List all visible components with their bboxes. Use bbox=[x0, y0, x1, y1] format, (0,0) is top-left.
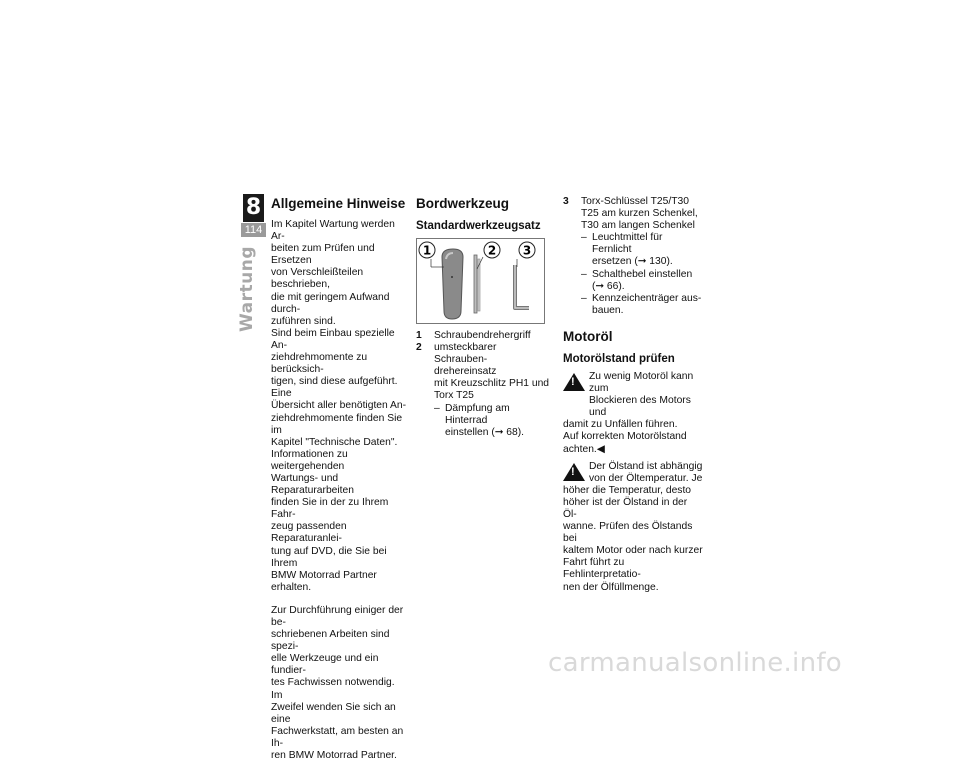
text-line: tung auf DVD, die Sie bei Ihrem bbox=[271, 545, 387, 569]
callout-2 bbox=[484, 242, 500, 258]
text-line: Der Ölstand ist abhängig bbox=[589, 460, 703, 472]
legend-number-2: 2 bbox=[416, 342, 422, 354]
text-line: – Leuchtmittel für Fernlicht bbox=[592, 232, 663, 256]
subheading-standard-toolkit: Standardwerkzeugsatz bbox=[416, 220, 541, 232]
text-line: damit zu Unfällen führen. bbox=[563, 419, 678, 431]
text-line: Fahrt führt zu Fehlinterpretatio- bbox=[563, 557, 641, 581]
text-line: umsteckbarer Schrauben- bbox=[434, 342, 497, 366]
callout-1 bbox=[419, 242, 435, 258]
column-toolkit bbox=[416, 196, 552, 439]
text-line: – Kennzeichenträger aus- bbox=[592, 292, 702, 304]
text-line: Torx T25 bbox=[434, 390, 474, 402]
text-line: T25 am kurzen Schenkel, bbox=[581, 208, 698, 220]
text-line: Zweifel wenden Sie sich an eine bbox=[271, 701, 396, 725]
toolkit-illustration bbox=[417, 239, 544, 323]
subheading-check-oil-level: Motorölstand prüfen bbox=[563, 352, 675, 365]
text-line: (➞ 66). bbox=[592, 280, 625, 292]
chapter-title-vertical: Wartung bbox=[237, 245, 257, 332]
text-line: achten.◀ bbox=[563, 443, 605, 455]
heading-toolkit: Bordwerkzeug bbox=[416, 196, 510, 211]
text-line: ziehdrehmomente zu berücksich- bbox=[271, 352, 368, 376]
text-line: finden Sie in der zu Ihrem Fahr- bbox=[271, 497, 389, 521]
text-line: tes Fachwissen notwendig. Im bbox=[271, 677, 395, 701]
text-line: – Schalthebel einstellen bbox=[592, 268, 693, 280]
text-line: elle Werkzeuge und ein fundier- bbox=[271, 653, 379, 677]
text-line: wanne. Prüfen des Ölstands bei bbox=[563, 521, 693, 545]
watermark: carmanualsonline.info bbox=[548, 648, 843, 678]
paragraph-general-1 bbox=[271, 219, 407, 594]
text-line: von Verschleißteilen beschrieben, bbox=[271, 267, 364, 291]
text-line: beiten zum Prüfen und Ersetzen bbox=[271, 243, 375, 267]
toolkit-photo bbox=[416, 238, 545, 324]
svg-text:2: 2 bbox=[487, 243, 497, 258]
text-line: Wartungs- und Reparaturarbeiten bbox=[271, 472, 354, 497]
text-line: schriebenen Arbeiten sind spezi- bbox=[271, 629, 390, 653]
warning-oil-low bbox=[563, 371, 703, 456]
text-line: zeug passenden Reparaturanlei- bbox=[271, 521, 347, 545]
text-line: nen der Ölfüllmenge. bbox=[563, 581, 659, 593]
text-line: zuführen sind. bbox=[271, 315, 336, 327]
legend-3-usage-highbeam bbox=[581, 232, 703, 268]
text-line: die mit geringem Aufwand durch- bbox=[271, 291, 390, 315]
text-line: Im Kapitel Wartung werden Ar- bbox=[271, 219, 395, 243]
text-line: Blockieren des Motors und bbox=[589, 395, 691, 419]
text-line: Sind beim Einbau spezielle An- bbox=[271, 327, 395, 351]
svg-text:1: 1 bbox=[422, 243, 432, 258]
column-torx-and-oil bbox=[563, 196, 703, 594]
text-line: kaltem Motor oder nach kurzer bbox=[563, 545, 703, 557]
page-number: 114 bbox=[241, 223, 266, 237]
legend-text-1: Schraubendrehergriff bbox=[434, 330, 531, 341]
legend-text-3 bbox=[581, 196, 703, 232]
chapter-number-tab: 8 bbox=[243, 194, 264, 222]
text-line: höher ist der Ölstand in der Öl- bbox=[563, 496, 688, 520]
paragraph-general-2 bbox=[271, 605, 407, 762]
text-line: ersetzen (➞ 130). bbox=[592, 256, 673, 268]
text-line: Fachwerkstatt, am besten an Ih- bbox=[271, 725, 404, 749]
text-line: – Dämpfung am Hinterrad bbox=[445, 402, 510, 426]
text-line: Kapitel "Technische Daten". bbox=[271, 436, 398, 448]
text-line: einstellen (➞ 68). bbox=[445, 426, 525, 438]
heading-engine-oil: Motoröl bbox=[563, 328, 613, 344]
text-line: tigen, sind diese aufgeführt. Eine bbox=[271, 376, 398, 400]
legend-item-3 bbox=[563, 196, 703, 317]
column-general-notes bbox=[271, 196, 407, 762]
text-line: von der Öltemperatur. Je bbox=[589, 472, 703, 484]
text-line: T30 am langen Schenkel bbox=[581, 220, 695, 232]
heading-general-notes: Allgemeine Hinweise bbox=[271, 196, 406, 211]
warning-oil-temperature bbox=[563, 461, 703, 594]
text-line: Auf korrekten Motorölstand bbox=[563, 431, 687, 443]
text-line: bauen. bbox=[592, 304, 624, 316]
warning-icon: ! bbox=[563, 373, 585, 391]
legend-item-1 bbox=[416, 330, 552, 342]
legend-2-usage-rear-damping bbox=[434, 403, 552, 439]
svg-text:3: 3 bbox=[522, 243, 532, 258]
warning-icon: ! bbox=[563, 463, 585, 481]
legend-item-2 bbox=[416, 342, 552, 439]
legend-text-2 bbox=[434, 342, 552, 402]
text-line: Torx-Schlüssel T25/T30 bbox=[581, 196, 689, 207]
legend-number-1: 1 bbox=[416, 330, 422, 341]
callout-3 bbox=[519, 242, 535, 258]
text-line: ziehdrehmomente finden Sie im bbox=[271, 412, 403, 436]
legend-3-usage-license-holder bbox=[581, 293, 703, 317]
text-line: mit Kreuzschlitz PH1 und bbox=[434, 378, 550, 390]
legend-number-3: 3 bbox=[563, 196, 569, 207]
text-line: BMW Motorrad Partner erhalten. bbox=[271, 569, 377, 593]
text-line: ren BMW Motorrad Partner. bbox=[271, 750, 397, 762]
text-line: Zur Durchführung einiger der be- bbox=[271, 604, 404, 628]
text-line: Informationen zu weitergehenden bbox=[271, 448, 348, 472]
legend-3-usage-shift-lever bbox=[581, 269, 703, 293]
text-line: Übersicht aller benötigten An- bbox=[271, 400, 407, 412]
text-line: drehereinsatz bbox=[434, 366, 497, 378]
text-line: Zu wenig Motoröl kann zum bbox=[589, 370, 694, 395]
text-line: höher die Temperatur, desto bbox=[563, 484, 692, 496]
